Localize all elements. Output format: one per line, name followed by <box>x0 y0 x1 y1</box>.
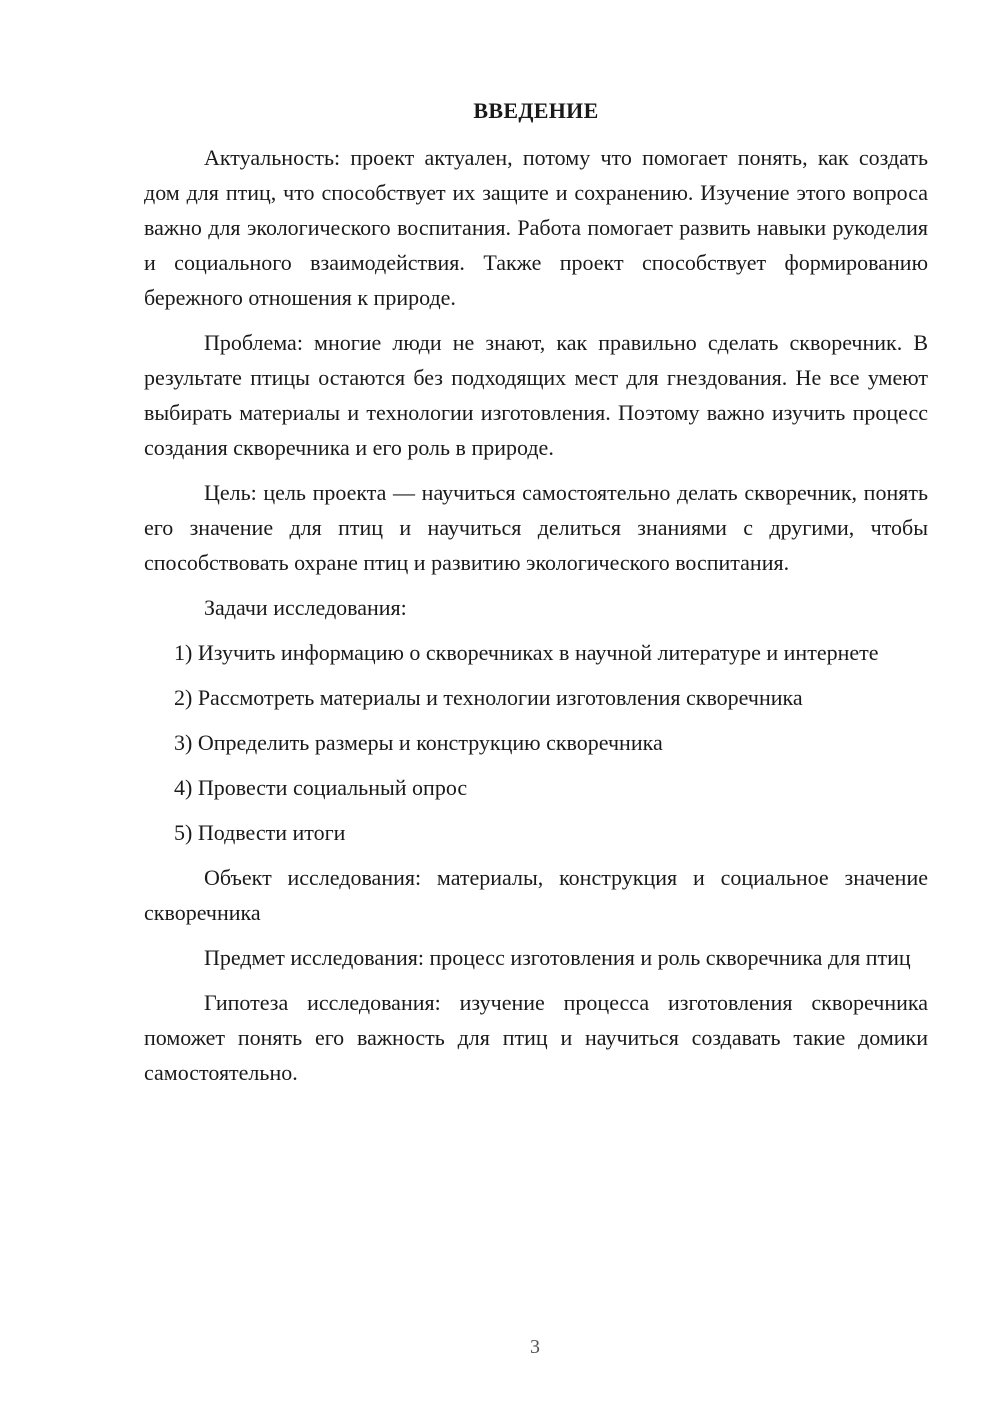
goal-paragraph: Цель: цель проекта — научиться самостоятельно делать скворечник, понять его значение для птиц и научиться делиться знаниями с другими, чтобы способствовать охране птиц и развитию экологического воспитания. <box>144 480 928 575</box>
subject-paragraph: Предмет исследования: процесс изготовления и роль скворечника для птиц <box>204 945 911 970</box>
page-number: 3 <box>530 1336 540 1358</box>
problem-paragraph: Проблема: многие люди не знают, как правильно сделать скворечник. В результате птицы остаются без подходящих мест для гнездования. Не все умеют выбирать материалы и технологии изготовления. Поэтому важно изучить процесс создания скворечника и его роль в природе. <box>144 330 928 460</box>
page-title: ВВЕДЕНИЕ <box>473 98 599 123</box>
relevance-paragraph: Актуальность: проект актуален, потому что помогает понять, как создать дом для птиц, что способствует их защите и сохранению. Изучение этого вопроса важно для экологического воспитания. Работа помогает развить навыки рукоделия и социального взаимодействия. Также проект способствует формированию бережного отношения к природе. <box>144 145 928 310</box>
list-item: 3) Определить размеры и конструкцию скворечника <box>174 730 663 755</box>
list-item: 1) Изучить информацию о скворечниках в научной литературе и интернете <box>174 640 879 665</box>
list-item: 4) Провести социальный опрос <box>174 775 468 800</box>
tasks-heading: Задачи исследования: <box>204 595 407 620</box>
document-page <box>144 94 928 1100</box>
list-item: 5) Подвести итоги <box>174 820 346 845</box>
hypothesis-paragraph: Гипотеза исследования: изучение процесса изготовления скворечника поможет понять его важность для птиц и научиться создавать такие домики самостоятельно. <box>144 990 928 1085</box>
object-paragraph: Объект исследования: материалы, конструкция и социальное значение скворечника <box>144 865 928 925</box>
tasks-list <box>144 635 928 850</box>
list-item: 2) Рассмотреть материалы и технологии изготовления скворечника <box>174 685 803 710</box>
